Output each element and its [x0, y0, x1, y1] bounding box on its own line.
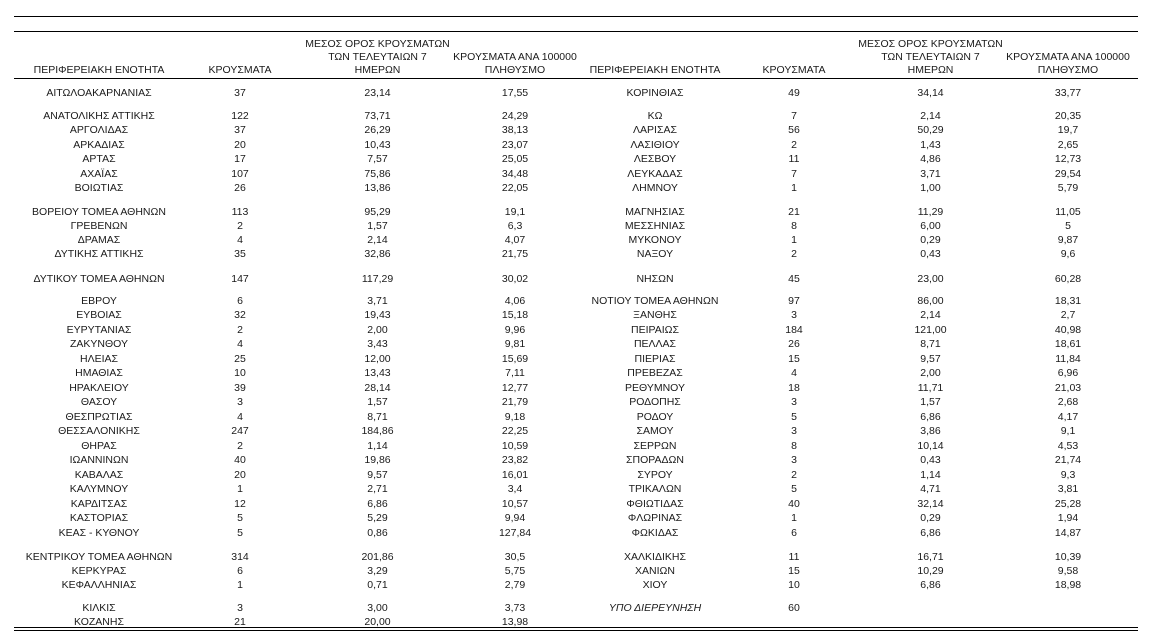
left-avg-cell: 23,14 [364, 87, 391, 99]
left-avg-cell: 10,43 [364, 139, 391, 151]
right-region-cell: ΜΕΣΣΗΝΙΑΣ [624, 220, 686, 232]
right-region-cell: ΧΙΟΥ [642, 579, 668, 591]
right-avg-cell: 16,71 [917, 551, 944, 563]
right-per100k-cell: 21,03 [1054, 382, 1082, 394]
left-per100k-header-line2: ΠΛΗΘΥΣΜΟ [484, 64, 546, 76]
left-cases-cell: 21 [234, 616, 246, 628]
right-avg-cell: 6,86 [920, 411, 941, 423]
right-per100k-cell: 9,58 [1057, 565, 1079, 577]
header-top-rule [14, 31, 1138, 32]
right-avg-cell: 11,29 [917, 206, 944, 218]
left-cases-cell: 1 [237, 579, 243, 591]
right-avg-cell: 23,00 [917, 273, 944, 285]
left-per100k-cell: 21,79 [501, 396, 529, 408]
left-cases-cell: 247 [231, 425, 249, 437]
table-bottom-rule-2 [14, 630, 1138, 631]
left-avg-cell: 117,29 [361, 273, 394, 285]
right-per100k-cell: 33,77 [1054, 87, 1082, 99]
left-per100k-cell: 10,57 [501, 498, 529, 510]
left-per100k-cell: 22,25 [501, 425, 529, 437]
left-avg-cell: 28,14 [364, 382, 391, 394]
right-cases-header: ΚΡΟΥΣΜΑΤΑ [762, 64, 826, 76]
right-per100k-header-line1: ΚΡΟΥΣΜΑΤΑ ΑΝΑ 100000 [1006, 51, 1130, 63]
left-cases-cell: 122 [231, 110, 249, 122]
right-avg-cell: 2,00 [920, 367, 941, 379]
left-region-cell: ΗΛΕΙΑΣ [79, 353, 118, 365]
right-region-cell: ΦΘΙΩΤΙΔΑΣ [626, 498, 684, 510]
left-avg-cell: 1,57 [367, 220, 388, 232]
right-per100k-cell: 19,7 [1057, 124, 1079, 136]
left-region-cell: ΑΡΚΑΔΙΑΣ [73, 139, 125, 151]
right-per100k-cell: 25,28 [1054, 498, 1082, 510]
left-per100k-cell: 2,79 [504, 579, 526, 591]
left-per100k-cell: 21,75 [501, 248, 529, 260]
left-avg-cell: 26,29 [364, 124, 391, 136]
right-per100k-cell: 9,87 [1057, 234, 1079, 246]
left-region-cell: ΑΡΤΑΣ [82, 153, 116, 165]
right-cases-cell: 5 [791, 411, 797, 423]
left-avg-cell: 201,86 [361, 551, 394, 563]
right-per100k-cell: 4,53 [1057, 440, 1079, 452]
left-region-cell: ΚΕΑΣ - ΚΥΘΝΟΥ [58, 527, 140, 539]
right-avg-cell: 1,57 [920, 396, 941, 408]
left-avg-cell: 3,71 [367, 295, 388, 307]
right-cases-cell: 1 [791, 234, 797, 246]
left-avg-cell: 73,71 [364, 110, 391, 122]
right-region-cell: ΝΑΞΟΥ [636, 248, 674, 260]
left-per100k-cell: 17,55 [501, 87, 529, 99]
right-cases-cell: 7 [791, 168, 797, 180]
left-per100k-cell: 5,75 [504, 565, 526, 577]
left-cases-cell: 147 [231, 273, 249, 285]
right-cases-cell: 18 [788, 382, 800, 394]
left-cases-cell: 12 [234, 498, 246, 510]
right-per100k-cell: 9,3 [1060, 469, 1076, 481]
right-region-cell: ΦΩΚΙΔΑΣ [631, 527, 679, 539]
right-per100k-cell: 11,05 [1055, 206, 1081, 218]
left-cases-cell: 3 [237, 602, 243, 614]
left-cases-cell: 39 [234, 382, 246, 394]
right-avg-cell: 8,71 [920, 338, 941, 350]
left-per100k-cell: 4,07 [504, 234, 526, 246]
right-cases-cell: 1 [791, 182, 797, 194]
left-region-cell: ΚΑΛΥΜΝΟΥ [69, 483, 129, 495]
left-region-cell: ΘΑΣΟΥ [80, 396, 118, 408]
left-per100k-cell: 16,01 [501, 469, 529, 481]
left-region-cell: ΘΗΡΑΣ [81, 440, 117, 452]
left-per100k-cell: 127,84 [498, 527, 532, 539]
left-cases-cell: 1 [237, 483, 243, 495]
right-cases-cell: 3 [791, 425, 797, 437]
left-region-cell: ΔΥΤΙΚΗΣ ΑΤΤΙΚΗΣ [54, 248, 144, 260]
left-region-cell: ΒΟΙΩΤΙΑΣ [74, 182, 124, 194]
right-per100k-cell: 40,98 [1054, 324, 1082, 336]
right-avg-cell: 86,00 [917, 295, 944, 307]
left-avg-cell: 7,57 [367, 153, 388, 165]
left-cases-cell: 4 [237, 234, 243, 246]
left-region-cell: ΚΙΛΚΙΣ [82, 602, 116, 614]
right-region-cell: ΠΙΕΡΙΑΣ [634, 353, 676, 365]
left-per100k-cell: 30,5 [504, 551, 526, 563]
right-cases-cell: 60 [788, 602, 800, 614]
right-avg-cell: 0,43 [920, 248, 941, 260]
right-region-cell: ΧΑΝΙΩΝ [635, 565, 675, 577]
left-region-cell: ΑΙΤΩΛΟΑΚΑΡΝΑΝΙΑΣ [46, 87, 152, 99]
right-cases-cell: 56 [788, 124, 800, 136]
left-cases-cell: 2 [237, 220, 243, 232]
left-cases-cell: 17 [234, 153, 246, 165]
right-avg-cell: 0,29 [920, 234, 941, 246]
left-per100k-cell: 23,82 [501, 454, 529, 466]
right-per100k-cell: 5 [1065, 220, 1071, 232]
left-region-cell: ΑΧΑΪΑΣ [80, 168, 118, 180]
left-cases-header: ΚΡΟΥΣΜΑΤΑ [208, 64, 272, 76]
left-region-header: ΠΕΡΙΦΕΡΕΙΑΚΗ ΕΝΟΤΗΤΑ [33, 64, 165, 76]
left-avg-cell: 8,71 [367, 411, 388, 423]
left-region-cell: ΚΕΡΚΥΡΑΣ [71, 565, 127, 577]
right-avg-cell: 6,00 [920, 220, 941, 232]
right-region-cell: ΤΡΙΚΑΛΩΝ [628, 483, 682, 495]
left-per100k-cell: 38,13 [501, 124, 529, 136]
right-avg-cell: 1,00 [920, 182, 941, 194]
left-avg-cell: 13,43 [364, 367, 391, 379]
right-cases-cell: 21 [788, 206, 800, 218]
left-avg-cell: 184,86 [361, 425, 394, 437]
right-cases-cell: 8 [791, 440, 797, 452]
left-avg-cell: 1,57 [367, 396, 388, 408]
right-avg-cell: 10,29 [917, 565, 944, 577]
left-per100k-cell: 10,59 [501, 440, 529, 452]
right-cases-cell: 11 [788, 153, 800, 165]
right-per100k-cell: 60,28 [1054, 273, 1082, 285]
left-per100k-cell: 34,48 [501, 168, 529, 180]
left-per100k-cell: 13,98 [501, 616, 529, 628]
left-region-cell: ΔΡΑΜΑΣ [77, 234, 121, 246]
right-cases-cell: 3 [791, 454, 797, 466]
right-avg-cell: 1,14 [920, 469, 941, 481]
right-cases-cell: 1 [791, 512, 797, 524]
right-avg-cell: 2,14 [920, 110, 941, 122]
right-region-cell: ΡΕΘΥΜΝΟΥ [624, 382, 685, 394]
right-avg-cell: 0,29 [920, 512, 941, 524]
right-per100k-cell: 4,17 [1057, 411, 1079, 423]
left-avg-cell: 3,29 [367, 565, 388, 577]
left-cases-cell: 20 [234, 469, 246, 481]
right-avg-cell: 4,71 [920, 483, 941, 495]
left-cases-cell: 40 [234, 454, 246, 466]
left-avg-cell: 2,71 [367, 483, 388, 495]
right-cases-cell: 11 [788, 551, 800, 563]
right-region-cell: ΠΕΛΛΑΣ [633, 338, 677, 350]
right-per100k-cell: 10,39 [1054, 551, 1082, 563]
right-avg-cell: 9,57 [920, 353, 941, 365]
right-cases-cell: 26 [788, 338, 800, 350]
left-region-cell: ΒΟΡΕΙΟΥ ΤΟΜΕΑ ΑΘΗΝΩΝ [32, 206, 166, 218]
left-per100k-cell: 9,81 [504, 338, 526, 350]
left-avg-cell: 6,86 [367, 498, 388, 510]
right-region-cell: ΛΑΡΙΣΑΣ [633, 124, 677, 136]
left-avg-cell: 32,86 [364, 248, 391, 260]
left-cases-cell: 5 [237, 512, 243, 524]
right-cases-cell: 45 [788, 273, 800, 285]
right-cases-cell: 49 [788, 87, 800, 99]
left-avg-header-line3: ΗΜΕΡΩΝ [354, 64, 401, 76]
left-avg-cell: 1,14 [367, 440, 388, 452]
right-region-cell: ΛΕΥΚΑΔΑΣ [627, 168, 683, 180]
right-cases-cell: 2 [791, 139, 797, 151]
left-avg-cell: 19,43 [364, 309, 391, 321]
right-region-cell: ΛΗΜΝΟΥ [632, 182, 678, 194]
right-cases-cell: 2 [791, 469, 797, 481]
right-per100k-cell: 5,79 [1057, 182, 1079, 194]
right-region-cell: ΞΑΝΘΗΣ [633, 309, 677, 321]
right-cases-cell: 3 [791, 309, 797, 321]
left-avg-cell: 9,57 [367, 469, 388, 481]
right-per100k-cell: 6,96 [1057, 367, 1079, 379]
left-cases-cell: 4 [237, 338, 243, 350]
left-avg-cell: 95,29 [364, 206, 391, 218]
right-region-cell: ΝΗΣΩΝ [636, 273, 674, 285]
left-cases-cell: 314 [231, 551, 249, 563]
right-avg-cell: 1,43 [920, 139, 941, 151]
right-region-cell: ΡΟΔΟΥ [636, 411, 674, 423]
left-cases-cell: 2 [237, 440, 243, 452]
left-avg-cell: 13,86 [364, 182, 391, 194]
right-cases-cell: 184 [785, 324, 803, 336]
left-cases-cell: 35 [234, 248, 246, 260]
right-region-cell: ΦΛΩΡΙΝΑΣ [627, 512, 683, 524]
left-region-cell: ΚΟΖΑΝΗΣ [74, 616, 124, 628]
right-region-cell: ΡΟΔΟΠΗΣ [629, 396, 681, 408]
right-region-cell: ΥΠΟ ΔΙΕΡΕΥΝΗΣΗ [608, 602, 702, 614]
left-avg-cell: 0,71 [367, 579, 388, 591]
right-region-cell: ΜΥΚΟΝΟΥ [628, 234, 682, 246]
left-avg-cell: 0,86 [367, 527, 388, 539]
left-per100k-header-line1: ΚΡΟΥΣΜΑΤΑ ΑΝΑ 100000 [453, 51, 577, 63]
left-region-cell: ΕΒΡΟΥ [81, 295, 117, 307]
right-per100k-cell: 20,35 [1054, 110, 1082, 122]
left-avg-cell: 12,00 [364, 353, 391, 365]
top-rule [14, 16, 1138, 17]
left-avg-cell: 20,00 [364, 616, 391, 628]
left-per100k-cell: 19,1 [504, 206, 526, 218]
right-region-header: ΠΕΡΙΦΕΡΕΙΑΚΗ ΕΝΟΤΗΤΑ [589, 64, 721, 76]
left-per100k-cell: 7,11 [505, 367, 525, 379]
left-avg-cell: 5,29 [367, 512, 388, 524]
left-region-cell: ΚΑΒΑΛΑΣ [74, 469, 124, 481]
right-per100k-cell: 18,98 [1054, 579, 1082, 591]
left-cases-cell: 6 [237, 295, 243, 307]
left-per100k-cell: 24,29 [501, 110, 529, 122]
left-per100k-cell: 25,05 [501, 153, 529, 165]
left-cases-cell: 107 [231, 168, 249, 180]
right-region-cell: ΧΑΛΚΙΔΙΚΗΣ [624, 551, 686, 563]
left-per100k-cell: 15,18 [501, 309, 529, 321]
right-per100k-cell: 3,81 [1057, 483, 1079, 495]
right-per100k-cell: 11,84 [1055, 353, 1081, 365]
right-cases-cell: 7 [791, 110, 797, 122]
right-per100k-cell: 12,73 [1054, 153, 1082, 165]
left-region-cell: ΕΥΒΟΙΑΣ [76, 309, 122, 321]
left-region-cell: ΙΩΑΝΝΙΝΩΝ [69, 454, 129, 466]
left-avg-cell: 3,43 [367, 338, 388, 350]
right-avg-header-line3: ΗΜΕΡΩΝ [907, 64, 954, 76]
left-per100k-cell: 9,94 [504, 512, 526, 524]
right-region-cell: ΠΡΕΒΕΖΑΣ [627, 367, 683, 379]
right-per100k-cell: 2,68 [1057, 396, 1079, 408]
right-avg-cell: 2,14 [920, 309, 941, 321]
right-avg-cell: 34,14 [917, 87, 944, 99]
right-region-cell: ΚΩ [647, 110, 663, 122]
right-per100k-cell: 9,6 [1060, 248, 1076, 260]
left-per100k-cell: 12,77 [501, 382, 529, 394]
left-cases-cell: 37 [234, 87, 246, 99]
left-region-cell: ΑΝΑΤΟΛΙΚΗΣ ΑΤΤΙΚΗΣ [43, 110, 155, 122]
right-cases-cell: 4 [791, 367, 797, 379]
right-per100k-cell: 9,1 [1060, 425, 1076, 437]
left-avg-header-line2: ΤΩΝ ΤΕΛΕΥΤΑΙΩΝ 7 [328, 51, 427, 63]
left-per100k-cell: 3,4 [507, 483, 523, 495]
right-avg-cell: 6,86 [920, 527, 941, 539]
left-region-cell: ΗΜΑΘΙΑΣ [75, 367, 123, 379]
right-per100k-cell: 14,87 [1054, 527, 1082, 539]
right-avg-cell: 3,71 [920, 168, 941, 180]
left-cases-cell: 10 [234, 367, 246, 379]
right-cases-cell: 97 [788, 295, 800, 307]
right-avg-header-line1: ΜΕΣΟΣ ΟΡΟΣ ΚΡΟΥΣΜΑΤΩΝ [858, 38, 1003, 50]
right-region-cell: ΝΟΤΙΟΥ ΤΟΜΕΑ ΑΘΗΝΩΝ [591, 295, 719, 307]
right-region-cell: ΣΑΜΟΥ [636, 425, 674, 437]
right-region-cell: ΜΑΓΝΗΣΙΑΣ [625, 206, 685, 218]
right-region-cell: ΠΕΙΡΑΙΩΣ [631, 324, 679, 336]
right-avg-cell: 4,86 [920, 153, 941, 165]
left-per100k-cell: 9,96 [504, 324, 526, 336]
left-cases-cell: 26 [234, 182, 246, 194]
right-avg-cell: 10,14 [917, 440, 944, 452]
right-avg-cell: 6,86 [920, 579, 941, 591]
left-cases-cell: 32 [234, 309, 246, 321]
right-cases-cell: 40 [788, 498, 800, 510]
right-region-cell: ΛΕΣΒΟΥ [633, 153, 677, 165]
left-cases-cell: 6 [237, 565, 243, 577]
right-region-cell: ΚΟΡΙΝΘΙΑΣ [626, 87, 684, 99]
right-avg-cell: 0,43 [920, 454, 941, 466]
left-per100k-cell: 4,06 [504, 295, 526, 307]
right-cases-cell: 8 [791, 220, 797, 232]
left-region-cell: ΖΑΚΥΝΘΟΥ [69, 338, 128, 350]
right-per100k-cell: 18,61 [1054, 338, 1082, 350]
right-per100k-cell: 1,94 [1057, 512, 1079, 524]
left-per100k-cell: 3,73 [504, 602, 526, 614]
right-cases-cell: 10 [788, 579, 800, 591]
left-per100k-cell: 15,69 [501, 353, 529, 365]
right-region-cell: ΛΑΣΙΘΙΟΥ [630, 139, 680, 151]
right-per100k-cell: 2,65 [1057, 139, 1079, 151]
left-cases-cell: 3 [237, 396, 243, 408]
left-region-cell: ΘΕΣΣΑΛΟΝΙΚΗΣ [58, 425, 140, 437]
left-avg-cell: 75,86 [364, 168, 391, 180]
right-region-cell: ΣΠΟΡΑΔΩΝ [626, 454, 684, 466]
right-per100k-cell: 29,54 [1054, 168, 1082, 180]
left-cases-cell: 4 [237, 411, 243, 423]
left-per100k-cell: 23,07 [501, 139, 529, 151]
left-region-cell: ΚΑΣΤΟΡΙΑΣ [69, 512, 129, 524]
left-cases-cell: 5 [237, 527, 243, 539]
right-avg-header [858, 38, 1003, 77]
right-per100k-cell: 21,74 [1054, 454, 1082, 466]
left-per100k-cell: 6,3 [507, 220, 523, 232]
left-avg-header-line1: ΜΕΣΟΣ ΟΡΟΣ ΚΡΟΥΣΜΑΤΩΝ [305, 38, 450, 50]
right-per100k-header [998, 51, 1138, 77]
right-avg-cell: 3,86 [920, 425, 941, 437]
left-avg-cell: 2,00 [367, 324, 388, 336]
left-region-cell: ΑΡΓΟΛΙΔΑΣ [69, 124, 129, 136]
left-per100k-cell: 30,02 [501, 273, 529, 285]
left-avg-cell: 2,14 [367, 234, 388, 246]
left-avg-header [305, 38, 450, 77]
left-cases-cell: 20 [234, 139, 246, 151]
right-avg-cell: 11,71 [917, 382, 944, 394]
right-per100k-cell: 2,7 [1060, 309, 1076, 321]
right-region-cell: ΣΥΡΟΥ [637, 469, 673, 481]
left-region-cell: ΚΑΡΔΙΤΣΑΣ [70, 498, 128, 510]
right-avg-header-line2: ΤΩΝ ΤΕΛΕΥΤΑΙΩΝ 7 [881, 51, 980, 63]
left-avg-cell: 3,00 [367, 602, 388, 614]
left-cases-cell: 113 [231, 206, 249, 218]
left-region-cell: ΚΕΝΤΡΙΚΟΥ ΤΟΜΕΑ ΑΘΗΝΩΝ [25, 551, 173, 563]
right-cases-cell: 15 [788, 565, 800, 577]
right-region-cell: ΣΕΡΡΩΝ [633, 440, 677, 452]
left-region-cell: ΘΕΣΠΡΩΤΙΑΣ [65, 411, 133, 423]
right-per100k-header-line2: ΠΛΗΘΥΣΜΟ [1037, 64, 1099, 76]
right-per100k-cell: 18,31 [1054, 295, 1082, 307]
left-region-cell: ΓΡΕΒΕΝΩΝ [70, 220, 128, 232]
right-avg-cell: 121,00 [914, 324, 947, 336]
header-bottom-rule [14, 78, 1138, 79]
left-region-cell: ΔΥΤΙΚΟΥ ΤΟΜΕΑ ΑΘΗΝΩΝ [33, 273, 165, 285]
left-cases-cell: 37 [234, 124, 246, 136]
left-per100k-cell: 22,05 [501, 182, 529, 194]
left-region-cell: ΕΥΡΥΤΑΝΙΑΣ [66, 324, 132, 336]
right-avg-cell: 32,14 [917, 498, 944, 510]
right-cases-cell: 6 [791, 527, 797, 539]
right-cases-cell: 2 [791, 248, 797, 260]
left-region-cell: ΗΡΑΚΛΕΙΟΥ [69, 382, 129, 394]
right-cases-cell: 3 [791, 396, 797, 408]
left-per100k-header [445, 51, 585, 77]
left-cases-cell: 25 [234, 353, 246, 365]
left-avg-cell: 19,86 [364, 454, 391, 466]
left-per100k-cell: 9,18 [504, 411, 526, 423]
left-cases-cell: 2 [237, 324, 243, 336]
right-cases-cell: 15 [788, 353, 800, 365]
right-cases-cell: 5 [791, 483, 797, 495]
left-region-cell: ΚΕΦΑΛΛΗΝΙΑΣ [61, 579, 137, 591]
right-avg-cell: 50,29 [917, 124, 944, 136]
